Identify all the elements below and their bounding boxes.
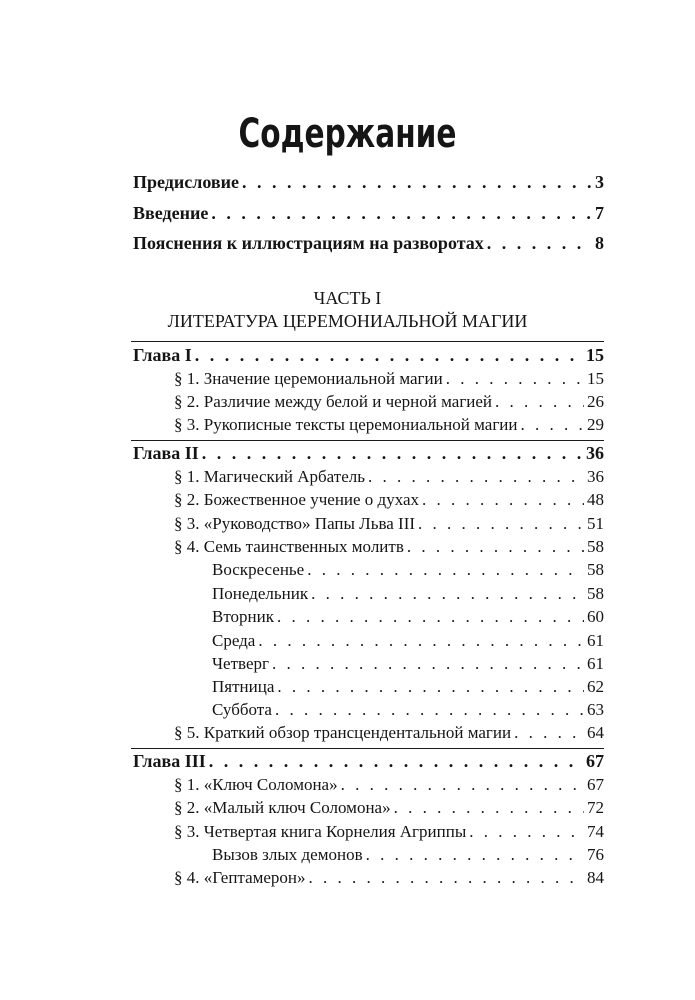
toc-section-page: 48 <box>587 490 604 509</box>
toc-chapter-2[interactable] <box>133 441 604 465</box>
toc-entry-title: Введение <box>133 203 209 223</box>
toc-subsection-title: Среда <box>212 631 256 650</box>
toc-section[interactable] <box>174 390 604 414</box>
toc-subsection-page: 62 <box>587 677 604 696</box>
toc-entry-page: 7 <box>595 203 604 223</box>
toc-subsection-page: 61 <box>587 631 604 650</box>
toc-section[interactable] <box>174 512 604 536</box>
toc-entry-illustrations[interactable] <box>133 231 604 255</box>
toc-subsection[interactable] <box>212 675 604 699</box>
toc-section[interactable] <box>174 820 604 844</box>
leader-dots <box>275 698 584 722</box>
toc-subsection-title: Понедельник <box>212 584 309 603</box>
leader-dots <box>487 231 592 255</box>
toc-section-page: 64 <box>587 723 604 742</box>
part-label: ЧАСТЬ I <box>313 288 382 308</box>
toc-section-page: 58 <box>587 537 604 556</box>
toc-section-page: 74 <box>587 822 604 841</box>
toc-subsection-page: 76 <box>587 845 604 864</box>
toc-section-title: § 1. «Ключ Соломона» <box>174 775 338 794</box>
toc-section[interactable] <box>174 773 604 797</box>
toc-subsection-page: 61 <box>587 654 604 673</box>
leader-dots <box>368 465 584 489</box>
toc-section[interactable] <box>174 488 604 512</box>
toc-subsection[interactable] <box>212 558 604 582</box>
toc-section-title: § 3. Четвертая книга Корнелия Агриппы <box>174 822 467 841</box>
toc-subsection-title: Пятница <box>212 677 275 696</box>
leader-dots <box>341 773 584 797</box>
toc-section[interactable] <box>174 866 604 890</box>
toc-entry-title: Пояснения к иллюстрациям на разворотах <box>133 233 484 253</box>
toc-section[interactable] <box>174 367 604 391</box>
toc-entry-page: 3 <box>595 172 604 192</box>
toc-chapter-3[interactable] <box>133 749 604 773</box>
leader-dots <box>277 605 584 629</box>
toc-subsection-title: Четверг <box>212 654 269 673</box>
toc-subsection-title: Воскресенье <box>212 560 305 579</box>
toc-section-page: 67 <box>587 775 604 794</box>
toc-section-page: 36 <box>587 467 604 486</box>
toc-entry-introduction[interactable] <box>133 201 604 225</box>
toc-subsection[interactable] <box>212 843 604 867</box>
leader-dots <box>366 843 584 867</box>
toc-subsection[interactable] <box>212 698 604 722</box>
chapter-divider <box>131 341 604 342</box>
toc-entry-preface[interactable] <box>133 170 604 194</box>
toc-section-title: § 5. Краткий обзор трансцендентальной магии <box>174 723 512 742</box>
leader-dots <box>446 367 584 391</box>
leader-dots <box>407 535 584 559</box>
toc-section[interactable] <box>174 535 604 559</box>
leader-dots <box>211 201 592 225</box>
toc-section-page: 84 <box>587 868 604 887</box>
leader-dots <box>309 866 584 890</box>
leader-dots <box>495 390 584 414</box>
toc-section-title: § 1. Магический Арбатель <box>174 467 365 486</box>
toc-section[interactable] <box>174 465 604 489</box>
toc-subsection-page: 60 <box>587 607 604 626</box>
leader-dots <box>394 796 584 820</box>
leader-dots <box>311 582 584 606</box>
toc-section[interactable] <box>174 796 604 820</box>
leader-dots <box>242 170 592 194</box>
toc-section[interactable] <box>174 721 604 745</box>
toc-chapter-page: 67 <box>586 751 604 771</box>
toc-subsection-title: Вторник <box>212 607 274 626</box>
leader-dots <box>514 721 584 745</box>
toc-subsection[interactable] <box>212 629 604 653</box>
toc-section-title: § 2. Божественное учение о духах <box>174 490 420 509</box>
toc-chapter-title: Глава III <box>133 751 206 771</box>
toc-subsection-page: 58 <box>587 584 604 603</box>
leader-dots <box>202 441 583 465</box>
leader-dots <box>195 343 583 367</box>
toc-chapter-page: 15 <box>586 345 604 365</box>
toc-subsection-title: Вызов злых демонов <box>212 845 363 864</box>
leader-dots <box>422 488 584 512</box>
toc-chapter-title: Глава II <box>133 443 199 463</box>
toc-section-title: § 4. Семь таинственных молитв <box>174 537 404 556</box>
leader-dots <box>258 629 584 653</box>
leader-dots <box>277 675 584 699</box>
toc-section-page: 72 <box>587 798 604 817</box>
page-title: Содержание <box>238 111 457 157</box>
toc-section-page: 29 <box>587 415 604 434</box>
leader-dots <box>209 749 583 773</box>
toc-subsection-page: 58 <box>587 560 604 579</box>
leader-dots <box>307 558 584 582</box>
leader-dots <box>418 512 584 536</box>
leader-dots <box>272 652 584 676</box>
toc-section-page: 51 <box>587 514 604 533</box>
toc-section-title: § 2. «Малый ключ Соломона» <box>174 798 391 817</box>
toc-entry-page: 8 <box>595 233 604 253</box>
toc-chapter-title: Глава I <box>133 345 192 365</box>
toc-section-title: § 2. Различие между белой и черной магией <box>174 392 493 411</box>
toc-section-page: 26 <box>587 392 604 411</box>
leader-dots <box>469 820 584 844</box>
toc-section-page: 15 <box>587 369 604 388</box>
leader-dots <box>521 413 585 437</box>
toc-section-title: § 3. Рукописные тексты церемониальной магии <box>174 415 518 434</box>
toc-chapter-1[interactable] <box>133 343 604 367</box>
toc-section[interactable] <box>174 413 604 437</box>
toc-section-title: § 3. «Руководство» Папы Льва III <box>174 514 416 533</box>
toc-entry-title: Предисловие <box>133 172 239 192</box>
toc-section-title: § 1. Значение церемониальной магии <box>174 369 443 388</box>
toc-subsection-page: 63 <box>587 700 604 719</box>
toc-subsection[interactable] <box>212 582 604 606</box>
toc-chapter-page: 36 <box>586 443 604 463</box>
toc-subsection[interactable] <box>212 605 604 629</box>
part-title: ЛИТЕРАТУРА ЦЕРЕМОНИАЛЬНОЙ МАГИИ <box>167 311 528 331</box>
toc-section-title: § 4. «Гептамерон» <box>174 868 306 887</box>
toc-subsection[interactable] <box>212 652 604 676</box>
toc-subsection-title: Суббота <box>212 700 272 719</box>
